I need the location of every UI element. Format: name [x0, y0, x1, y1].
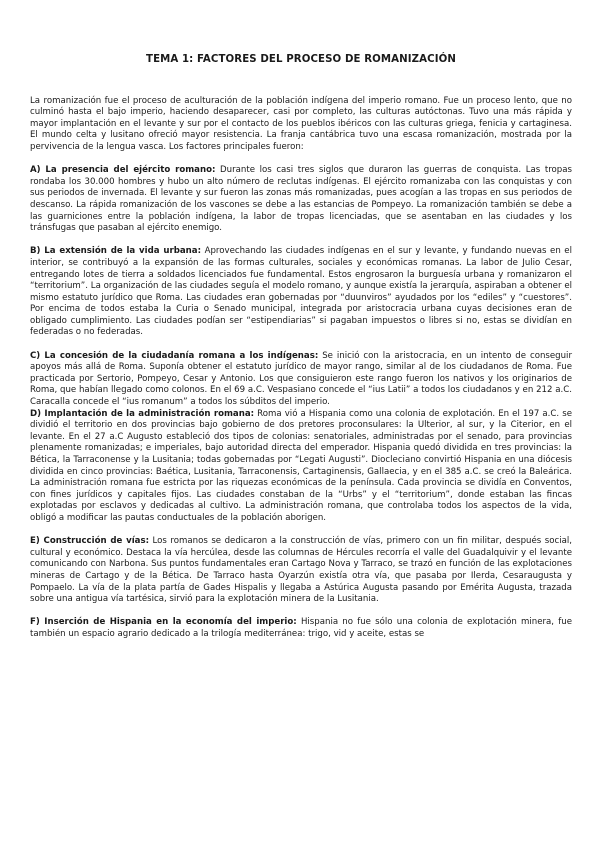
section-d: [30, 409, 572, 525]
section-e-heading: E) Construcción de vías:: [30, 536, 150, 547]
section-c: [30, 351, 572, 409]
section-b-text: Aprovechando las ciudades indígenas en el sur y levante, y fundando nuevas en el interior, se contribuyó a la expansión de las formas culturales, sociales y económicas romanas. La labor de Julio Cesar, entregando lotes de tierra a soldados licenciados fue fundamental. Estos engrosaron la burguesía urbana y romanizaron el “territorium”. La organización de las ciudades seguía el modelo romano, y aunque existía la jerarquía, aspiraban a obtener el mismo estatuto jurídico que Roma. Las ciudades eran gobernadas por “duunviros” ayudados por los “ediles” y “cuestores”. Por encima de todos estaba la Curia o Senado municipal, integrada por aristocracia urbana cuyas decisiones eran de obligado cumplimiento. Las ciudades podían ser “estipendiarias” si pagaban impuestos o libres si no, estas se dividían en federadas o no federadas.: [30, 246, 572, 338]
section-c-text: Se inició con la aristocracia, en un intento de conseguir apoyos más allá de Roma. Suponía obtener el estatuto jurídico de mayor rango, similar al de los ciudadanos de Roma. Fue practicada por Sertorio, Pompeyo, Cesar y Antonio. Los que consiguieron este rango fueron los nativos y los originarios de Roma, que habían llegado como colonos. En el 69 a.C. Vespasiano concede el “ius Latii” a todos los ciudadanos y en 212 a.C. Caracalla concede el “ius romanum” a todos los súbditos del imperio.: [30, 350, 572, 408]
section-d-heading: D) Implantación de la administración romana:: [30, 408, 255, 419]
section-a-heading: A) La presencia del ejército romano:: [30, 165, 216, 176]
section-b: [30, 246, 572, 339]
section-e: [30, 536, 572, 606]
intro-paragraph: La romanización fue el proceso de aculturación de la población indígena del imperio romano. Fue un proceso lento, que no culminó hasta el bajo imperio, haciendo desaparecer, casi por completo, las culturas autóctonas. Tuvo una más rápida y mayor implantación en el levante y sur por el contacto de los pueblos ibéricos con las culturas griega, fenicia y cartaginesa. El mundo celta y lusitano ofreció mayor resistencia. La franja cantábrica tuvo una escasa romanización, mostrada por la pervivencia de la lengua vasca. Los factores principales fueron:: [30, 95, 572, 152]
section-e-text: Los romanos se dedicaron a la construcción de vías, primero con un fin militar, después social, cultural y económico. Destaca la vía hercúlea, desde las columnas de Hércules recorría el valle del Guadalquivir y el levante comunicando con Narbona. Sus puntos fundamentales eran Cartago Nova y Tarraco, se trazó en función de las explotaciones mineras de Cartago y de la Bética. De Tarraco hasta Oyarzún existía otra vía, que pasaba por Ilerda, Cesaraugusta y Pompaelo. La vía de la plata partía de Gades Hispalis y llegaba a Astúrica Augusta pasando por Emérita Augusta, trazada sobre una antigua vía tartésica, sirvió para la explotación minera de la Lusitania.: [30, 536, 573, 605]
page-title: TEMA 1: FACTORES DEL PROCESO DE ROMANIZACIÓN: [146, 54, 456, 65]
section-f-text: Hispania no fue sólo una colonia de explotación minera, fue también un espacio agrario dedicado a la trilogía mediterránea: trigo, vid y aceite, estas se: [30, 617, 572, 639]
section-a-text: Durante los casi tres siglos que duraron las guerras de conquista. Las tropas rondaba los 30.000 hombres y hubo un alto número de reclutas indígenas. El ejército romanizaba con las conquistas y con sus periodos de invernada. El levante y sur fueron las zonas más romanizadas, pues acogían a las tropas en sus periodos de descanso. La rápida romanización de los vascones se debe a las estancias de Pompeyo. La romanización también se debe a las guarniciones entre la población indígena, la labor de tropas licenciadas, que se asentaban en las ciudades y los tránsfugas que pasaban al ejército enemigo.: [30, 165, 572, 234]
section-f: [30, 617, 572, 640]
section-f-heading: F) Inserción de Hispania en la economía del imperio:: [30, 617, 297, 628]
section-d-text: Roma vió a Hispania como una colonia de explotación. En el 197 a.C. se dividió el territorio en dos provincias bajo gobierno de dos pretores proconsulares: la Ulterior, al sur, y la Citerior, en el levante. En el 27 a.C Augusto estableció dos tipos de colonias: senatoriales, administradas por el senado, para provincias plenamente romanizadas; e imperiales, bajo autoridad directa del emperador. Hispania quedó dividida en tres provincias: la Bética, la Tarraconense y la Lusitania; todas gobernadas por “Legati Augusti”. Diocleciano convirtió Hispania en una diócesis dividida en cinco provincias: Baética, Lusitania, Tarraconensis, Cartaginensis, Gallaecia, y en el 385 a.C. se creó la Baleárica. La administración romana fue estricta por las riquezas económicas de la península. Cada provincia se dividía en Conventos, con fines jurídicos y capitales fijos. Las ciudades constaban de la “Urbs” y el “territorium”, donde estaban las fincas explotadas por esclavos y dedicadas al cultivo. La administración romana, que controlaba todos los aspectos de la vida, obligó a modificar las pautas conductuales de la población aborigen.: [30, 408, 572, 523]
section-a: [30, 165, 572, 235]
section-b-heading: B) La extensión de la vida urbana:: [30, 246, 202, 257]
section-c-heading: C) La concesión de la ciudadanía romana a los indígenas:: [30, 350, 319, 361]
